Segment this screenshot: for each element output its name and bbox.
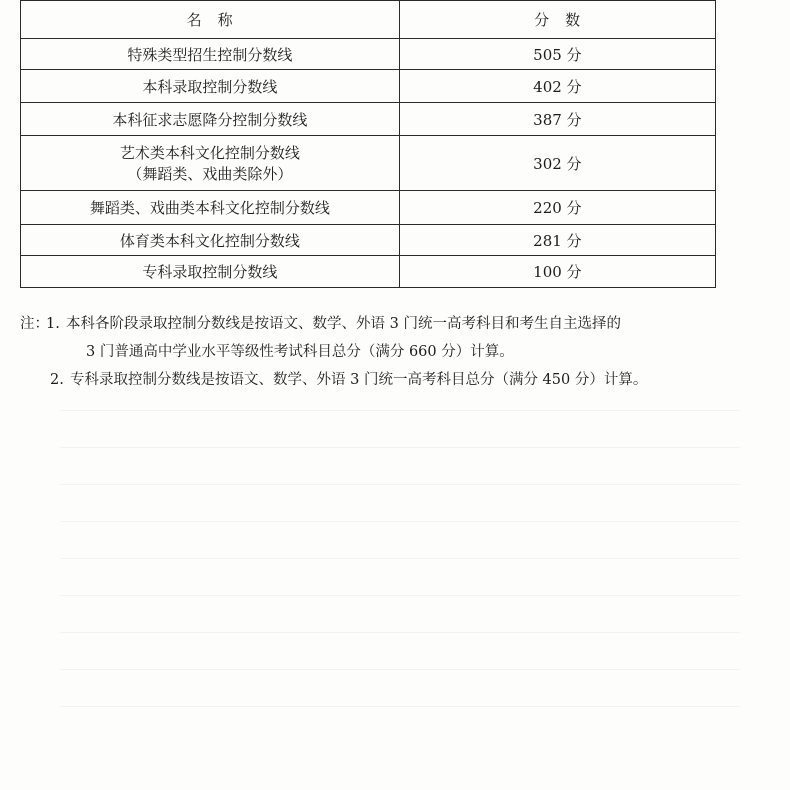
note-text: 专科录取控制分数线是按语文、数学、外语 3 门统一高考科目总分（满分 450 分）计算。 [70,372,648,388]
row-score: 402 分 [399,70,715,103]
row-name: 艺术类本科文化控制分数线 [119,144,300,162]
table-row [21,39,716,70]
table-row [21,103,716,136]
row-name: 体育类本科文化控制分数线 [21,225,400,256]
row-name: 舞蹈类、戏曲类本科文化控制分数线 [21,191,400,225]
row-name: 特殊类型招生控制分数线 [21,39,400,70]
header-name: 名 称 [21,1,400,39]
header-score: 分 数 [399,1,715,39]
note-number: 1. [46,316,60,332]
note-item-1-continued [20,338,740,366]
row-score: 505 分 [399,39,715,70]
note-prefix: 注： [20,316,49,332]
score-line-table [20,0,716,288]
row-score: 387 分 [399,103,715,136]
table-header-row [21,1,716,39]
row-name: 本科征求志愿降分控制分数线 [21,103,400,136]
table-row [21,191,716,225]
row-name-note: （舞蹈类、戏曲类除外） [127,165,293,183]
table-row [21,136,716,191]
note-item-1 [20,310,740,338]
row-name: 专科录取控制分数线 [21,256,400,288]
note-text: 3 门普通高中学业水平等级性考试科目总分（满分 660 分）计算。 [86,344,514,360]
note-number: 2. [50,372,64,388]
scan-show-through [60,410,740,780]
table-row [21,256,716,288]
table-row [21,70,716,103]
row-score: 302 分 [399,136,715,191]
row-score: 100 分 [399,256,715,288]
table-row [21,225,716,256]
footnotes [20,310,740,394]
row-name-two-line [21,136,400,191]
row-score: 220 分 [399,191,715,225]
note-text: 本科各阶段录取控制分数线是按语文、数学、外语 3 门统一高考科目和考生自主选择的 [66,316,621,332]
row-score: 281 分 [399,225,715,256]
note-item-2 [20,366,740,394]
row-name: 本科录取控制分数线 [21,70,400,103]
